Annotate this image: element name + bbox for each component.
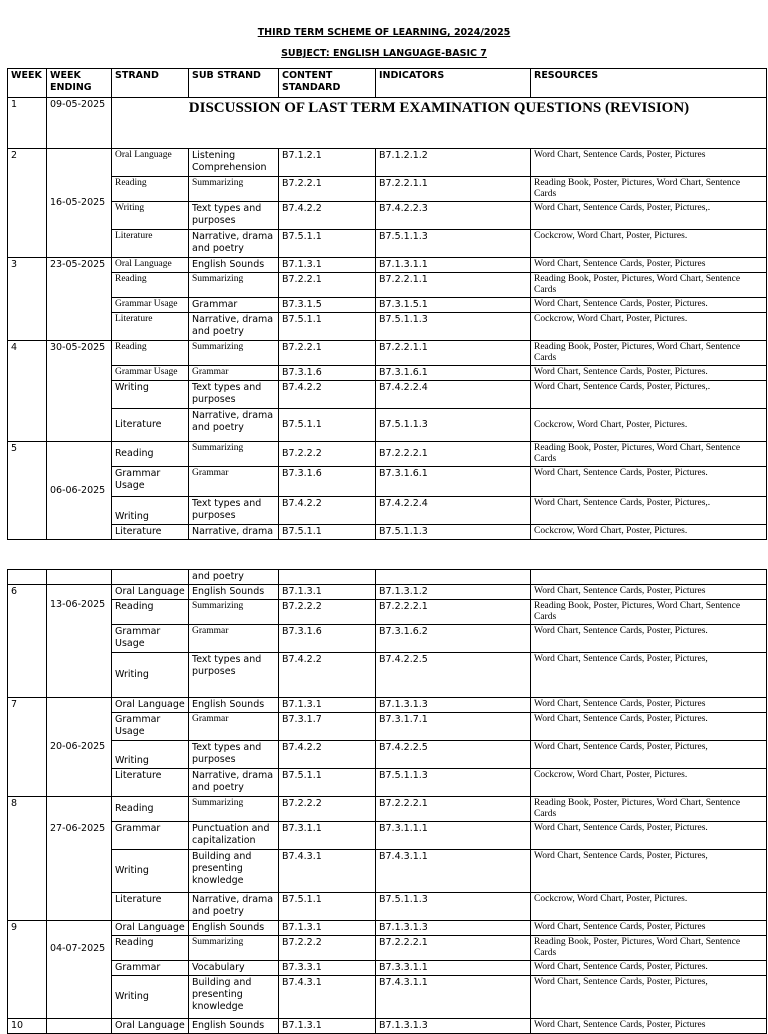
resources: Cockcrow, Word Chart, Poster, Pictures.	[531, 409, 767, 442]
scheme-table-page-2	[7, 569, 767, 1034]
indicator: B7.3.1.6.1	[376, 366, 531, 381]
sub-strand: Text types and purposes	[189, 741, 279, 769]
resources: Word Chart, Sentence Cards, Poster, Pictures,.	[531, 497, 767, 525]
indicator: B7.3.1.1.1	[376, 822, 531, 850]
sub-strand: Narrative, drama and poetry	[189, 313, 279, 341]
strand: Literature	[112, 525, 189, 540]
indicator: B7.4.2.2.4	[376, 497, 531, 525]
scheme-table-page-1	[7, 68, 767, 540]
sub-strand: Grammar	[189, 625, 279, 653]
content-standard: B7.4.2.2	[279, 381, 376, 409]
resources: Word Chart, Sentence Cards, Poster, Pictures,.	[531, 381, 767, 409]
table-row	[8, 570, 767, 585]
resources: Word Chart, Sentence Cards, Poster, Pictures.	[531, 713, 767, 741]
strand: Writing	[112, 976, 189, 1019]
indicator: B7.5.1.1.3	[376, 409, 531, 442]
table-row	[8, 698, 767, 713]
strand: Writing	[112, 381, 189, 409]
week-number: 5	[8, 442, 47, 540]
table-row	[8, 202, 767, 230]
content-standard: B7.2.2.1	[279, 273, 376, 298]
resources: Word Chart, Sentence Cards, Poster, Pictures	[531, 921, 767, 936]
sub-strand: Narrative, drama and poetry	[189, 409, 279, 442]
content-standard: B7.1.3.1	[279, 258, 376, 273]
sub-strand: Grammar	[189, 298, 279, 313]
content-standard: B7.2.2.2	[279, 600, 376, 625]
week-number: 4	[8, 341, 47, 442]
strand: Literature	[112, 769, 189, 797]
indicator: B7.5.1.1.3	[376, 313, 531, 341]
strand: Reading	[112, 273, 189, 298]
week-ending: 23-05-2025	[47, 258, 112, 341]
table-row	[8, 585, 767, 600]
sub-strand: Grammar	[189, 467, 279, 497]
strand: Oral Language	[112, 258, 189, 273]
sub-strand: Text types and purposes	[189, 381, 279, 409]
header-week-ending: WEEK ENDING	[47, 69, 112, 98]
resources: Reading Book, Poster, Pictures, Word Chart, Sentence Cards	[531, 273, 767, 298]
resources: Word Chart, Sentence Cards, Poster, Pictures,	[531, 653, 767, 698]
content-standard: B7.2.2.1	[279, 341, 376, 366]
table-row	[8, 366, 767, 381]
strand: Reading	[112, 442, 189, 467]
strand: Oral Language	[112, 149, 189, 177]
content-standard: B7.5.1.1	[279, 313, 376, 341]
indicator: B7.5.1.1.3	[376, 230, 531, 258]
table-row	[8, 409, 767, 442]
resources: Word Chart, Sentence Cards, Poster, Pictures.	[531, 467, 767, 497]
strand: Writing	[112, 497, 189, 525]
table-row	[8, 1019, 767, 1034]
content-standard: B7.3.1.6	[279, 625, 376, 653]
week-ending: 06-06-2025	[47, 442, 112, 540]
strand: Reading	[112, 797, 189, 822]
table-row	[8, 850, 767, 893]
header-resources: RESOURCES	[531, 69, 767, 98]
strand: Reading	[112, 936, 189, 961]
sub-strand: Building and presenting knowledge	[189, 850, 279, 893]
sub-strand: and poetry	[189, 570, 279, 585]
resources: Word Chart, Sentence Cards, Poster, Pictures	[531, 258, 767, 273]
sub-strand: Building and presenting knowledge	[189, 976, 279, 1019]
week-ending: 30-05-2025	[47, 341, 112, 442]
document-subtitle: SUBJECT: ENGLISH LANGUAGE-BASIC 7	[281, 48, 487, 59]
indicator: B7.3.1.7.1	[376, 713, 531, 741]
resources: Word Chart, Sentence Cards, Poster, Pictures.	[531, 366, 767, 381]
header-strand: STRAND	[112, 69, 189, 98]
sub-strand: English Sounds	[189, 585, 279, 600]
resources: Cockcrow, Word Chart, Poster, Pictures.	[531, 769, 767, 797]
table-row	[8, 381, 767, 409]
sub-strand: Summarizing	[189, 442, 279, 467]
content-standard: B7.5.1.1	[279, 525, 376, 540]
strand: Grammar	[112, 822, 189, 850]
resources: Reading Book, Poster, Pictures, Word Chart, Sentence Cards	[531, 936, 767, 961]
sub-strand: Narrative, drama and poetry	[189, 893, 279, 921]
strand: Writing	[112, 741, 189, 769]
week-number: 9	[8, 921, 47, 1019]
resources: Cockcrow, Word Chart, Poster, Pictures.	[531, 525, 767, 540]
content-standard: B7.4.2.2	[279, 653, 376, 698]
indicator: B7.3.1.5.1	[376, 298, 531, 313]
sub-strand: Listening Comprehension	[189, 149, 279, 177]
sub-strand: Summarizing	[189, 797, 279, 822]
strand: Grammar	[112, 961, 189, 976]
resources: Word Chart, Sentence Cards, Poster, Pictures	[531, 585, 767, 600]
week-number: 2	[8, 149, 47, 258]
indicator: B7.5.1.1.3	[376, 525, 531, 540]
week-number: 10	[8, 1019, 47, 1034]
sub-strand: Narrative, drama	[189, 525, 279, 540]
strand: Literature	[112, 230, 189, 258]
strand: Writing	[112, 202, 189, 230]
sub-strand: Text types and purposes	[189, 497, 279, 525]
week-number: 6	[8, 585, 47, 698]
table-row	[8, 313, 767, 341]
header-row	[8, 69, 767, 98]
table-row	[8, 98, 767, 149]
sub-strand: Punctuation and capitalization	[189, 822, 279, 850]
week-number: 8	[8, 797, 47, 921]
indicator: B7.2.2.2.1	[376, 797, 531, 822]
table-row	[8, 177, 767, 202]
content-standard: B7.1.3.1	[279, 698, 376, 713]
table-row	[8, 525, 767, 540]
week-ending: 04-07-2025	[47, 921, 112, 1019]
sub-strand: Text types and purposes	[189, 653, 279, 698]
strand: Grammar Usage	[112, 625, 189, 653]
strand: Oral Language	[112, 1019, 189, 1034]
indicator: B7.3.1.6.1	[376, 467, 531, 497]
resources: Reading Book, Poster, Pictures, Word Chart, Sentence Cards	[531, 442, 767, 467]
strand: Oral Language	[112, 585, 189, 600]
resources: Cockcrow, Word Chart, Poster, Pictures.	[531, 893, 767, 921]
sub-strand: Narrative, drama and poetry	[189, 769, 279, 797]
indicator: B7.4.2.2.5	[376, 741, 531, 769]
strand: Literature	[112, 409, 189, 442]
strand: Reading	[112, 341, 189, 366]
week-number: 1	[8, 98, 47, 149]
resources: Reading Book, Poster, Pictures, Word Chart, Sentence Cards	[531, 341, 767, 366]
indicator: B7.5.1.1.3	[376, 893, 531, 921]
resources: Word Chart, Sentence Cards, Poster, Pictures,.	[531, 202, 767, 230]
header-indicators: INDICATORS	[376, 69, 531, 98]
table-row	[8, 921, 767, 936]
resources: Word Chart, Sentence Cards, Poster, Pictures.	[531, 961, 767, 976]
strand: Grammar Usage	[112, 713, 189, 741]
week-ending	[47, 1019, 112, 1034]
week-ending: 09-05-2025	[47, 98, 112, 149]
resources: Cockcrow, Word Chart, Poster, Pictures.	[531, 313, 767, 341]
content-standard: B7.3.1.6	[279, 366, 376, 381]
sub-strand: Grammar	[189, 713, 279, 741]
indicator: B7.1.3.1.1	[376, 258, 531, 273]
indicator: B7.2.2.2.1	[376, 600, 531, 625]
strand: Literature	[112, 893, 189, 921]
table-row	[8, 442, 767, 467]
sub-strand: English Sounds	[189, 1019, 279, 1034]
week-ending: 27-06-2025	[47, 797, 112, 921]
resources: Word Chart, Sentence Cards, Poster, Pictures,	[531, 976, 767, 1019]
table-row	[8, 653, 767, 698]
sub-strand: Narrative, drama and poetry	[189, 230, 279, 258]
strand: Literature	[112, 313, 189, 341]
content-standard: B7.3.1.5	[279, 298, 376, 313]
resources: Word Chart, Sentence Cards, Poster, Pictures.	[531, 298, 767, 313]
sub-strand: Text types and purposes	[189, 202, 279, 230]
table-row	[8, 600, 767, 625]
resources: Word Chart, Sentence Cards, Poster, Pictures	[531, 698, 767, 713]
table-row	[8, 149, 767, 177]
table-row	[8, 625, 767, 653]
content-standard: B7.3.1.6	[279, 467, 376, 497]
content-standard: B7.2.2.2	[279, 442, 376, 467]
content-standard: B7.4.3.1	[279, 850, 376, 893]
content-standard: B7.1.3.1	[279, 1019, 376, 1034]
table-row	[8, 936, 767, 961]
indicator: B7.2.2.1.1	[376, 341, 531, 366]
week-ending: 20-06-2025	[47, 698, 112, 797]
table-row	[8, 713, 767, 741]
week-ending: 13-06-2025	[47, 585, 112, 698]
table-row	[8, 467, 767, 497]
indicator: B7.3.3.1.1	[376, 961, 531, 976]
strand: Writing	[112, 850, 189, 893]
sub-strand: Summarizing	[189, 273, 279, 298]
table-row	[8, 341, 767, 366]
sub-strand: Grammar	[189, 366, 279, 381]
content-standard: B7.5.1.1	[279, 769, 376, 797]
table-row	[8, 273, 767, 298]
content-standard: B7.2.2.2	[279, 936, 376, 961]
table-row	[8, 893, 767, 921]
resources: Word Chart, Sentence Cards, Poster, Pictures	[531, 149, 767, 177]
week-ending: 16-05-2025	[47, 149, 112, 258]
indicator: B7.4.3.1.1	[376, 850, 531, 893]
resources: Word Chart, Sentence Cards, Poster, Pictures,	[531, 741, 767, 769]
resources: Word Chart, Sentence Cards, Poster, Pictures	[531, 1019, 767, 1034]
sub-strand: Summarizing	[189, 600, 279, 625]
content-standard: B7.5.1.1	[279, 409, 376, 442]
strand: Reading	[112, 600, 189, 625]
week-number: 3	[8, 258, 47, 341]
table-row	[8, 976, 767, 1019]
strand: Writing	[112, 653, 189, 698]
sub-strand: English Sounds	[189, 921, 279, 936]
discussion-heading: DISCUSSION OF LAST TERM EXAMINATION QUESTIONS (REVISION)	[112, 98, 767, 149]
content-standard: B7.5.1.1	[279, 230, 376, 258]
strand: Oral Language	[112, 921, 189, 936]
table-row	[8, 741, 767, 769]
indicator: B7.1.3.1.3	[376, 921, 531, 936]
table-row	[8, 797, 767, 822]
strand: Grammar Usage	[112, 366, 189, 381]
header-content-standard: CONTENT STANDARD	[279, 69, 376, 98]
table-row	[8, 961, 767, 976]
indicator: B7.3.1.6.2	[376, 625, 531, 653]
content-standard: B7.5.1.1	[279, 893, 376, 921]
sub-strand: Summarizing	[189, 936, 279, 961]
content-standard: B7.4.2.2	[279, 497, 376, 525]
table-row	[8, 769, 767, 797]
resources: Word Chart, Sentence Cards, Poster, Pictures.	[531, 625, 767, 653]
resources: Cockcrow, Word Chart, Poster, Pictures.	[531, 230, 767, 258]
content-standard: B7.3.1.1	[279, 822, 376, 850]
indicator: B7.1.3.1.3	[376, 1019, 531, 1034]
document-title: THIRD TERM SCHEME OF LEARNING, 2024/2025	[257, 27, 511, 38]
sub-strand: English Sounds	[189, 698, 279, 713]
indicator: B7.1.2.1.2	[376, 149, 531, 177]
header-week: WEEK	[8, 69, 47, 98]
resources: Reading Book, Poster, Pictures, Word Chart, Sentence Cards	[531, 177, 767, 202]
indicator: B7.2.2.2.1	[376, 936, 531, 961]
table-row	[8, 230, 767, 258]
header-sub-strand: SUB STRAND	[189, 69, 279, 98]
indicator: B7.4.2.2.3	[376, 202, 531, 230]
sub-strand: English Sounds	[189, 258, 279, 273]
resources: Word Chart, Sentence Cards, Poster, Pictures,	[531, 850, 767, 893]
content-standard: B7.4.2.2	[279, 741, 376, 769]
strand: Grammar Usage	[112, 467, 189, 497]
strand: Oral Language	[112, 698, 189, 713]
sub-strand: Summarizing	[189, 177, 279, 202]
indicator: B7.2.2.2.1	[376, 442, 531, 467]
resources: Reading Book, Poster, Pictures, Word Chart, Sentence Cards	[531, 600, 767, 625]
indicator: B7.1.3.1.3	[376, 698, 531, 713]
content-standard: B7.2.2.1	[279, 177, 376, 202]
indicator: B7.2.2.1.1	[376, 177, 531, 202]
content-standard: B7.4.2.2	[279, 202, 376, 230]
content-standard: B7.1.3.1	[279, 921, 376, 936]
content-standard: B7.3.1.7	[279, 713, 376, 741]
content-standard: B7.4.3.1	[279, 976, 376, 1019]
indicator: B7.2.2.1.1	[376, 273, 531, 298]
indicator: B7.4.2.2.4	[376, 381, 531, 409]
sub-strand: Summarizing	[189, 341, 279, 366]
content-standard: B7.2.2.2	[279, 797, 376, 822]
strand: Reading	[112, 177, 189, 202]
week-number: 7	[8, 698, 47, 797]
content-standard: B7.1.2.1	[279, 149, 376, 177]
content-standard: B7.3.3.1	[279, 961, 376, 976]
table-row	[8, 298, 767, 313]
strand: Grammar Usage	[112, 298, 189, 313]
sub-strand: Vocabulary	[189, 961, 279, 976]
table-row	[8, 497, 767, 525]
resources: Reading Book, Poster, Pictures, Word Chart, Sentence Cards	[531, 797, 767, 822]
indicator: B7.1.3.1.2	[376, 585, 531, 600]
indicator: B7.4.2.2.5	[376, 653, 531, 698]
content-standard: B7.1.3.1	[279, 585, 376, 600]
table-row	[8, 822, 767, 850]
indicator: B7.5.1.1.3	[376, 769, 531, 797]
table-row	[8, 258, 767, 273]
indicator: B7.4.3.1.1	[376, 976, 531, 1019]
resources: Word Chart, Sentence Cards, Poster, Pictures.	[531, 822, 767, 850]
